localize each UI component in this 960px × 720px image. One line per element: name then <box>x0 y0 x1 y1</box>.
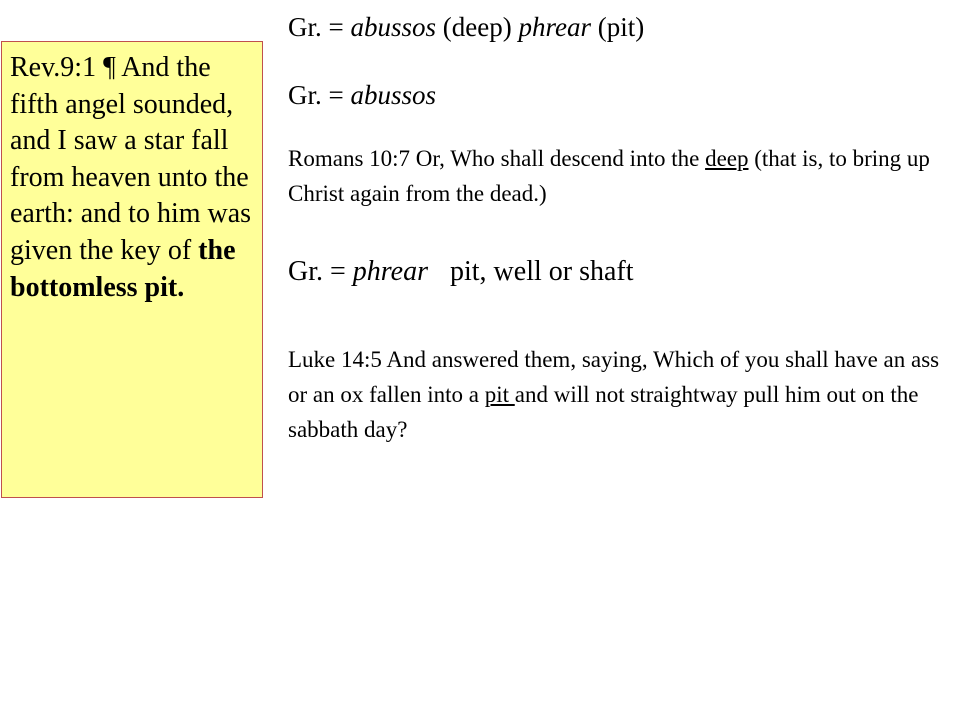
luke-text-after: and will not straightway pull him out on the sabbath day? <box>288 382 919 442</box>
romans-text-after: (that is, to bring up Christ again from the dead.) <box>288 146 930 206</box>
definition-line-1 <box>288 12 644 43</box>
def3-prefix: Gr. = <box>288 256 353 287</box>
def1-term2: phrear <box>518 12 591 42</box>
luke-quote <box>288 342 943 447</box>
def2-prefix: Gr. = <box>288 80 351 110</box>
verse-text: Rev.9:1 ¶ And the fifth angel sounded, and I saw a star fall from heaven unto the earth: and to him was given the key of <box>10 52 252 266</box>
romans-underlined-word: deep <box>705 146 749 171</box>
def1-gloss2: (pit) <box>597 12 645 42</box>
luke-underlined-word: pit <box>484 382 515 407</box>
def3-gloss: pit, well or shaft <box>449 256 634 287</box>
def1-gloss1: (deep) <box>442 12 512 42</box>
luke-text-before: Luke 14:5 And answered them, saying, Which of you shall have an ass or an ox fallen into a <box>288 347 940 407</box>
def1-term1: abussos <box>350 12 437 42</box>
romans-text-before: Romans 10:7 Or, Who shall descend into the <box>288 146 706 171</box>
definition-line-2 <box>288 80 436 111</box>
def2-term: abussos <box>350 80 437 110</box>
def1-prefix: Gr. = <box>288 12 351 42</box>
verse-box <box>1 41 263 498</box>
romans-quote <box>288 141 948 211</box>
def3-term: phrear <box>352 256 428 287</box>
verse-bold-text: the bottomless pit. <box>10 234 236 303</box>
definition-line-3 <box>288 256 634 288</box>
